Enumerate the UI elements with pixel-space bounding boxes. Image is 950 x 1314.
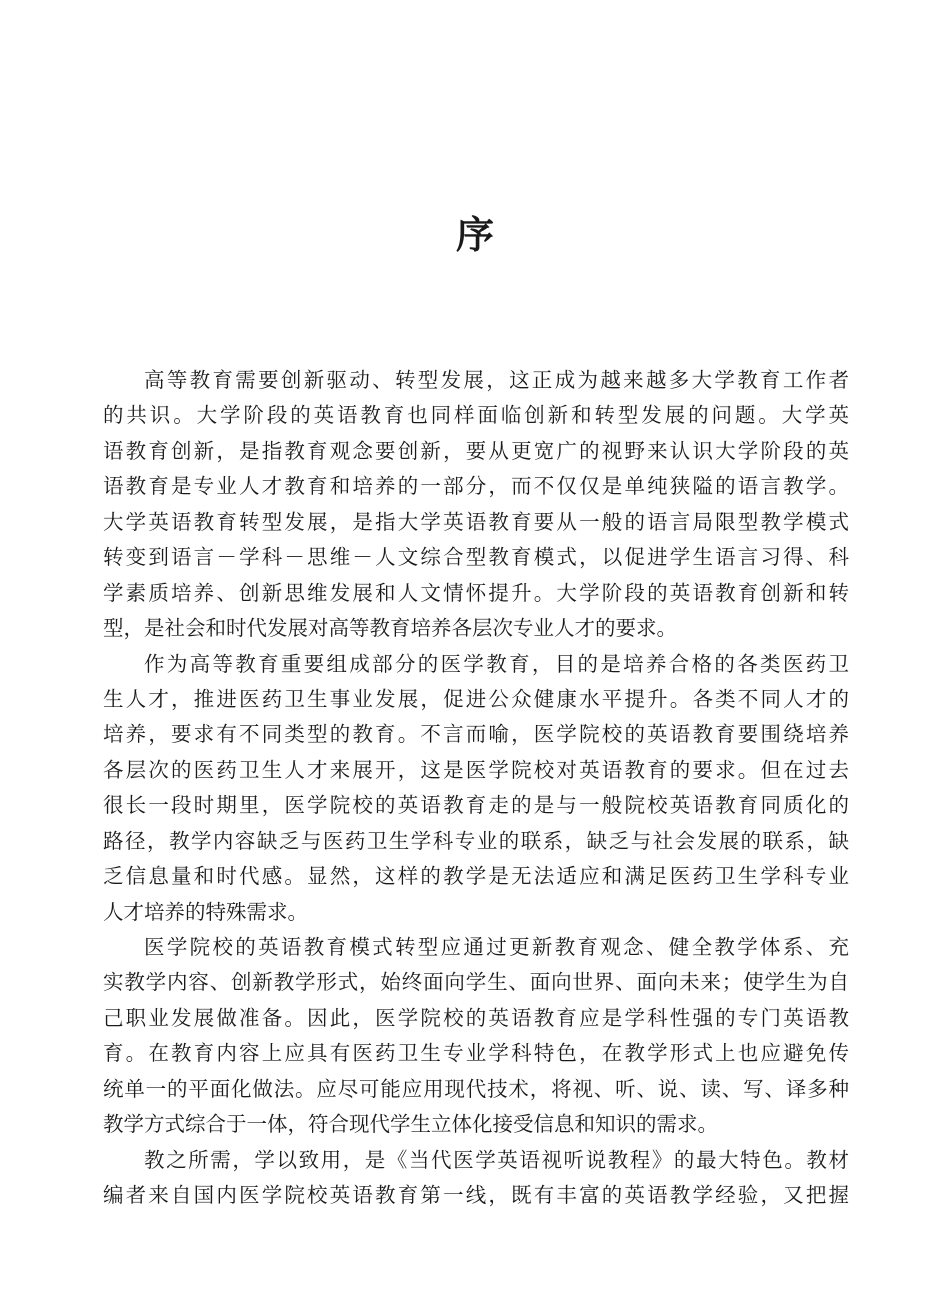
paragraph-1 <box>103 363 849 647</box>
text-line: 高等教育需要创新驱动、转型发展，这正成为越来越多大学教育工作者 <box>144 368 849 392</box>
text-line: 教学方式综合于一体，符合现代学生立体化接受信息和知识的需求。 <box>103 1112 718 1137</box>
text-line: 培养，要求有不同类型的教育。不言而喻，医学院校的英语教育要围绕培养 <box>103 722 849 747</box>
text-line: 编者来自国内医学院校英语教育第一线，既有丰富的英语教学经验，又把握 <box>103 1183 849 1208</box>
page-title: 序 <box>455 213 494 257</box>
text-line: 己职业发展做准备。因此，医学院校的英语教育应是学科性强的专门英语教 <box>103 1005 849 1030</box>
text-line: 育。在教育内容上应具有医药卫生专业学科特色，在教学形式上也应避免传 <box>103 1041 849 1066</box>
text-line: 乏信息量和时代感。显然，这样的教学是无法适应和满足医药卫生学科专业 <box>103 864 849 889</box>
text-line: 路径，教学内容缺乏与医药卫生学科专业的联系，缺乏与社会发展的联系，缺 <box>103 828 849 853</box>
text-line: 作为高等教育重要组成部分的医学教育，目的是培养合格的各类医药卫 <box>144 651 849 676</box>
text-line: 语教育创新，是指教育观念要创新，要从更宽广的视野来认识大学阶段的英 <box>103 438 849 463</box>
text-line: 实教学内容、创新教学形式，始终面向学生、面向世界、面向未来；使学生为自 <box>103 970 849 995</box>
text-line: 学素质培养、创新思维发展和人文情怀提升。大学阶段的英语教育创新和转 <box>103 580 849 605</box>
text-line: 统单一的平面化做法。应尽可能应用现代技术，将视、听、说、读、写、译多种 <box>103 1076 849 1101</box>
text-line: 各层次的医药卫生人才来展开，这是医学院校对英语教育的要求。但在过去 <box>103 757 849 782</box>
text-line: 生人才，推进医药卫生事业发展，促进公众健康水平提升。各类不同人才的 <box>103 686 849 711</box>
text-line: 很长一段时期里，医学院校的英语教育走的是与一般院校英语教育同质化的 <box>103 793 849 818</box>
text-line: 教之所需，学以致用，是《当代医学英语视听说教程》的最大特色。教材 <box>144 1147 849 1172</box>
body-text <box>103 363 849 1313</box>
text-line: 人才培养的特殊需求。 <box>103 899 308 924</box>
text-line: 医学院校的英语教育模式转型应通过更新教育观念、健全教学体系、充 <box>144 935 849 959</box>
text-line: 语教育是专业人才教育和培养的一部分，而不仅仅是单纯狭隘的语言教学。 <box>103 474 849 499</box>
paragraph-4 <box>103 1143 849 1214</box>
text-line: 大学英语教育转型发展，是指大学英语教育要从一般的语言局限型教学模式 <box>103 509 849 534</box>
text-line: 的共识。大学阶段的英语教育也同样面临创新和转型发展的问题。大学英 <box>103 403 849 428</box>
text-line: 转变到语言－学科－思维－人文综合型教育模式，以促进学生语言习得、科 <box>103 545 849 570</box>
paragraph-2 <box>103 647 849 931</box>
paragraph-3 <box>103 930 849 1143</box>
text-line: 型，是社会和时代发展对高等教育培养各层次专业人才的要求。 <box>103 616 677 641</box>
